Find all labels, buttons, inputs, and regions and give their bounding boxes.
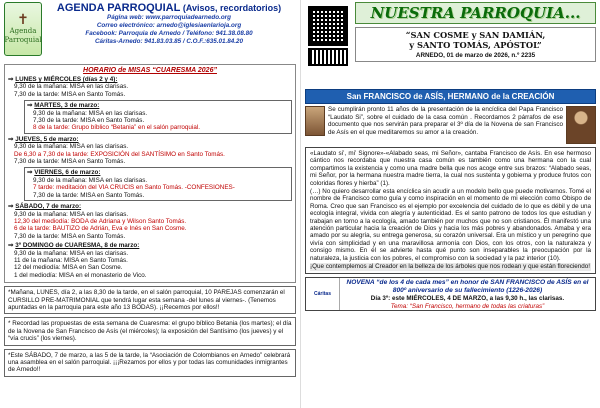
parroquia-title: NUESTRA PARROQUIA... (355, 2, 596, 24)
article-title: San FRANCISCO de ASÍS, HERMANO de la CREACIÓN (305, 89, 596, 104)
arrow-right-icon: ⇒ (8, 76, 14, 83)
saint-francis-portrait-image (566, 106, 596, 144)
lent-day (8, 242, 292, 279)
lent-day-row: 12,30 del mediodía: BODA de Adriana y Wilson Santo Tomás. (14, 217, 187, 225)
article-intro-text: Se cumplirán pronto 11 años de la presentación de la encíclica del Papa Francisco “Laudato Si”, sobre el cuidado de la casa común . Recordamos 2 párrafos de ese documento que nos servirán para preparar el 3º día de la Novena de san Francisco de Asís en el que meditaremos su amor a la creación. (328, 106, 563, 136)
lent-day-name (8, 136, 292, 143)
lent-day-row: 9,30 de la mañana: MISA en las clarisas. (14, 83, 129, 91)
lent-day-name (8, 76, 292, 83)
qr-column (305, 2, 351, 88)
novena-body (340, 278, 595, 310)
agenda-header (4, 2, 296, 60)
cross-icon: ✝ (17, 12, 29, 28)
lent-day-label: MARTES, 3 de marzo: (34, 102, 100, 110)
note-lent-proposals: * Recordad las propuestas de esta semana de Cuaresma: el grupo bíblico Betania (los martes); el día de la Novena de San Francisco de Asís (el miércoles); la exposición del Santísimo (los jueves) y el “vía crucis” (los viernes). (4, 317, 296, 345)
note-marriage-course: *Mañana, LUNES, día 2, a las 8,30 de la tarde, en el salón parroquial, 10 PAREJAS comenzarán el CURSILLO PRE-MATRIMONIAL que tendrá lugar esta semana -del lunes al viernes-. (Tenemos apuntadas en la parroquia para este año 13 BODAS). ¡¡Recemos por ellos!! (4, 286, 296, 314)
encyclical-quote (305, 147, 596, 274)
lent-day-row: 7 tarde: meditación del VIA CRUCIS en Santo Tomás. -CONFESIONES- (33, 184, 235, 192)
lent-day-label: VIERNES, 6 de marzo: (34, 169, 101, 177)
lent-day (8, 136, 292, 166)
lent-day (8, 203, 292, 240)
lent-day-name (8, 242, 292, 249)
lent-day-row: 1 del mediodía: MISA en el monasterio de Vico. (14, 271, 147, 279)
lent-day-row: 6 de la tarde: BAUTIZO de Adrián, Eva e Inés en San Cosme. (14, 225, 187, 233)
lent-day-row: 9,30 de la mañana: MISA en las clarisas. (14, 210, 129, 218)
agenda-email-line[interactable]: Correo electrónico: arnedo@iglesiaenlarioja.org (96, 22, 242, 29)
arrow-right-icon: ⇒ (27, 169, 33, 177)
note-colombian-association: *Este SÁBADO, 7 de marzo, a las 5 de la tarde, la “Asociación de Colombianos en Arnedo” celebrará una asamblea en el salón parroquial. ¡¡¡Rezamos por ellos y por todas las comunidades inmigrantes de Arnedo!! (4, 349, 296, 377)
lent-day-row: 9,30 de la mañana: MISA en las clarisas. (33, 109, 148, 117)
lent-day-row: 7,30 de la tarde: MISA en Santo Tomás. (33, 191, 145, 199)
novena-theme: Tema: “San Francisco, hermano de todas las criaturas” (390, 302, 545, 310)
lent-day-row: 9,30 de la mañana: MISA en las clarisas. (14, 143, 129, 151)
caritas-logo-icon: Cáritas (306, 278, 340, 310)
lent-day (24, 167, 292, 201)
parroquia-title-box (355, 2, 596, 88)
agenda-logo-line-1: Agenda (9, 27, 37, 35)
lent-day-row: 7,30 de la tarde: MISA en Santo Tomás. (14, 90, 126, 98)
novena-box (305, 277, 596, 311)
lent-day-label: SÁBADO, 7 de marzo: (15, 203, 82, 211)
quote-paragraph-2: (…) No quiero desarrollar esta encíclica sin acudir a un modelo bello que puede motivarnos. Tomé el nombre de Francisco como guía y como inspiración en el momento de mi elección como Obispo de Roma. Creo que san Francisco es el ejemplo por excelencia del cuidado de lo que es débil y de una ecología integral, vivida con alegría y autenticidad. Es el santo patrono de todos los que estudian y trabajan en torno a la ecología, amado también por muchos que no son cristianos. Él manifestó una atención particular hacia la creación de Dios y hacia los más pobres y abandonados. Amaba y era amado por su alegría, su entrega generosa, su corazón universal. Era un místico y un peregrino que vivía con simplicidad y en una maravillosa armonía con Dios, con los otros, con la naturaleza y consigo mismo. En él se advierte hasta qué punto son inseparables la preocupación por la naturaleza, la justicia con los pobres, el compromiso con la sociedad y la paz interior (10). (310, 188, 591, 262)
parroquia-subtitle-line-1: “SAN COSME y SAN DAMIÁN, (405, 30, 546, 40)
article-intro (305, 106, 596, 144)
lent-day-row: 9,30 de la mañana: MISA en las clarisas. (14, 249, 129, 257)
qr-code-icon[interactable] (308, 6, 348, 46)
lent-day-label: LUNES y MIÉRCOLES (días 2 y 4): (15, 76, 118, 83)
lent-day-label: 3º DOMINGO de CUARESMA, 8 de marzo: (15, 242, 140, 250)
agenda-title-sub: (Avisos, recordatorios) (182, 3, 282, 13)
lent-day-row: 7,30 de la tarde: MISA en Santo Tomás. (14, 232, 126, 240)
lent-schedule (4, 64, 296, 283)
lent-day-row: 9,30 de la mañana: MISA en las clarisas. (33, 176, 148, 184)
lent-day (8, 76, 292, 98)
agenda-caritas-line: Cáritas-Arnedo: 941.83.03.85 / C.O.F.:635.01.84.20 (94, 38, 244, 45)
agenda-info (42, 2, 296, 46)
lent-day-row: 12 del mediodía: MISA en San Cosme. (14, 264, 123, 272)
novena-title: NOVENA “de los 4 de cada mes” en honor de SAN FRANCISCO de ASÍS en el 800º aniversario de su fallecimiento (1226-2026) (346, 278, 589, 294)
saint-francis-image-small (305, 106, 325, 136)
agenda-logo-line-2: Parroquial (4, 36, 42, 44)
lent-day-row: De 6,30 a 7,30 de la tarde: EXPOSICIÓN del SANTÍSIMO en Santo Tomás. (14, 150, 225, 158)
lent-days (8, 76, 292, 279)
agenda-title-main: AGENDA PARROQUIAL (56, 2, 181, 14)
arrow-right-icon: ⇒ (8, 135, 14, 143)
lent-day-name (27, 102, 289, 109)
right-page (300, 0, 600, 408)
lent-day-row: 11 de la mañana: MISA en Santo Tomás. (14, 256, 128, 264)
lent-day-name (8, 203, 292, 210)
arrow-right-icon: ⇒ (8, 203, 14, 211)
lent-day-label: JUEVES, 5 de marzo: (15, 135, 79, 143)
parroquia-subtitle-line-2: y SANTO TOMÁS, APÓSTOL” (409, 40, 542, 50)
agenda-web-line[interactable]: Página web: www.parroquiadearnedo.org (107, 14, 231, 21)
lent-day (24, 100, 292, 134)
quote-paragraph-1: «Laudato si’, mi’ Signore»-«Alabado seas, mi Señor», cantaba Francisco de Asís. En ese hermoso cántico nos recordaba que nuestra casa común es también como una hermana con la cual compartimos la existencia y como una madre bella que nos acoge entre sus brazos: “Alabado seas, mi Señor, por la hermana nuestra madre tierra, la cual nos sustenta y gobierna y produce frutos con coloridas flores y hierba” (1). (310, 150, 591, 187)
parroquia-subtitle-box (355, 27, 596, 62)
lent-day-row: 7,30 de la tarde: MISA en Santo Tomás. (14, 158, 126, 166)
lent-day-name (27, 169, 289, 176)
agenda-logo (4, 2, 42, 56)
agenda-title (42, 2, 296, 14)
arrow-right-icon: ⇒ (8, 242, 14, 250)
parroquia-header (305, 2, 596, 88)
quote-closing-prayer: ¡Que contemplemos al Creador en la belleza de los árboles que nos rodean y que están floreciendo! (310, 263, 591, 271)
lent-schedule-title: HORARIO de MISAS “CUARESMA 2026” (83, 67, 217, 74)
barcode-icon (308, 48, 348, 66)
agenda-phone-line: Facebook: Parroquia de Arnedo / Teléfono: 941.38.08.80 (85, 30, 253, 37)
lent-day-row: 7,30 de la tarde: MISA en Santo Tomás. (33, 117, 145, 125)
arrow-right-icon: ⇒ (27, 102, 33, 110)
parroquia-date-line: ARNEDO, 01 de marzo de 2026, n.º 2235 (415, 52, 536, 59)
lent-day-row: 8 de la tarde: Grupo bíblico “Betania” en el salón parroquial. (33, 124, 200, 132)
novena-date: Día 3º: este MIÉRCOLES, 4 DE MARZO, a las 9,30 h., las clarisas. (370, 294, 565, 302)
